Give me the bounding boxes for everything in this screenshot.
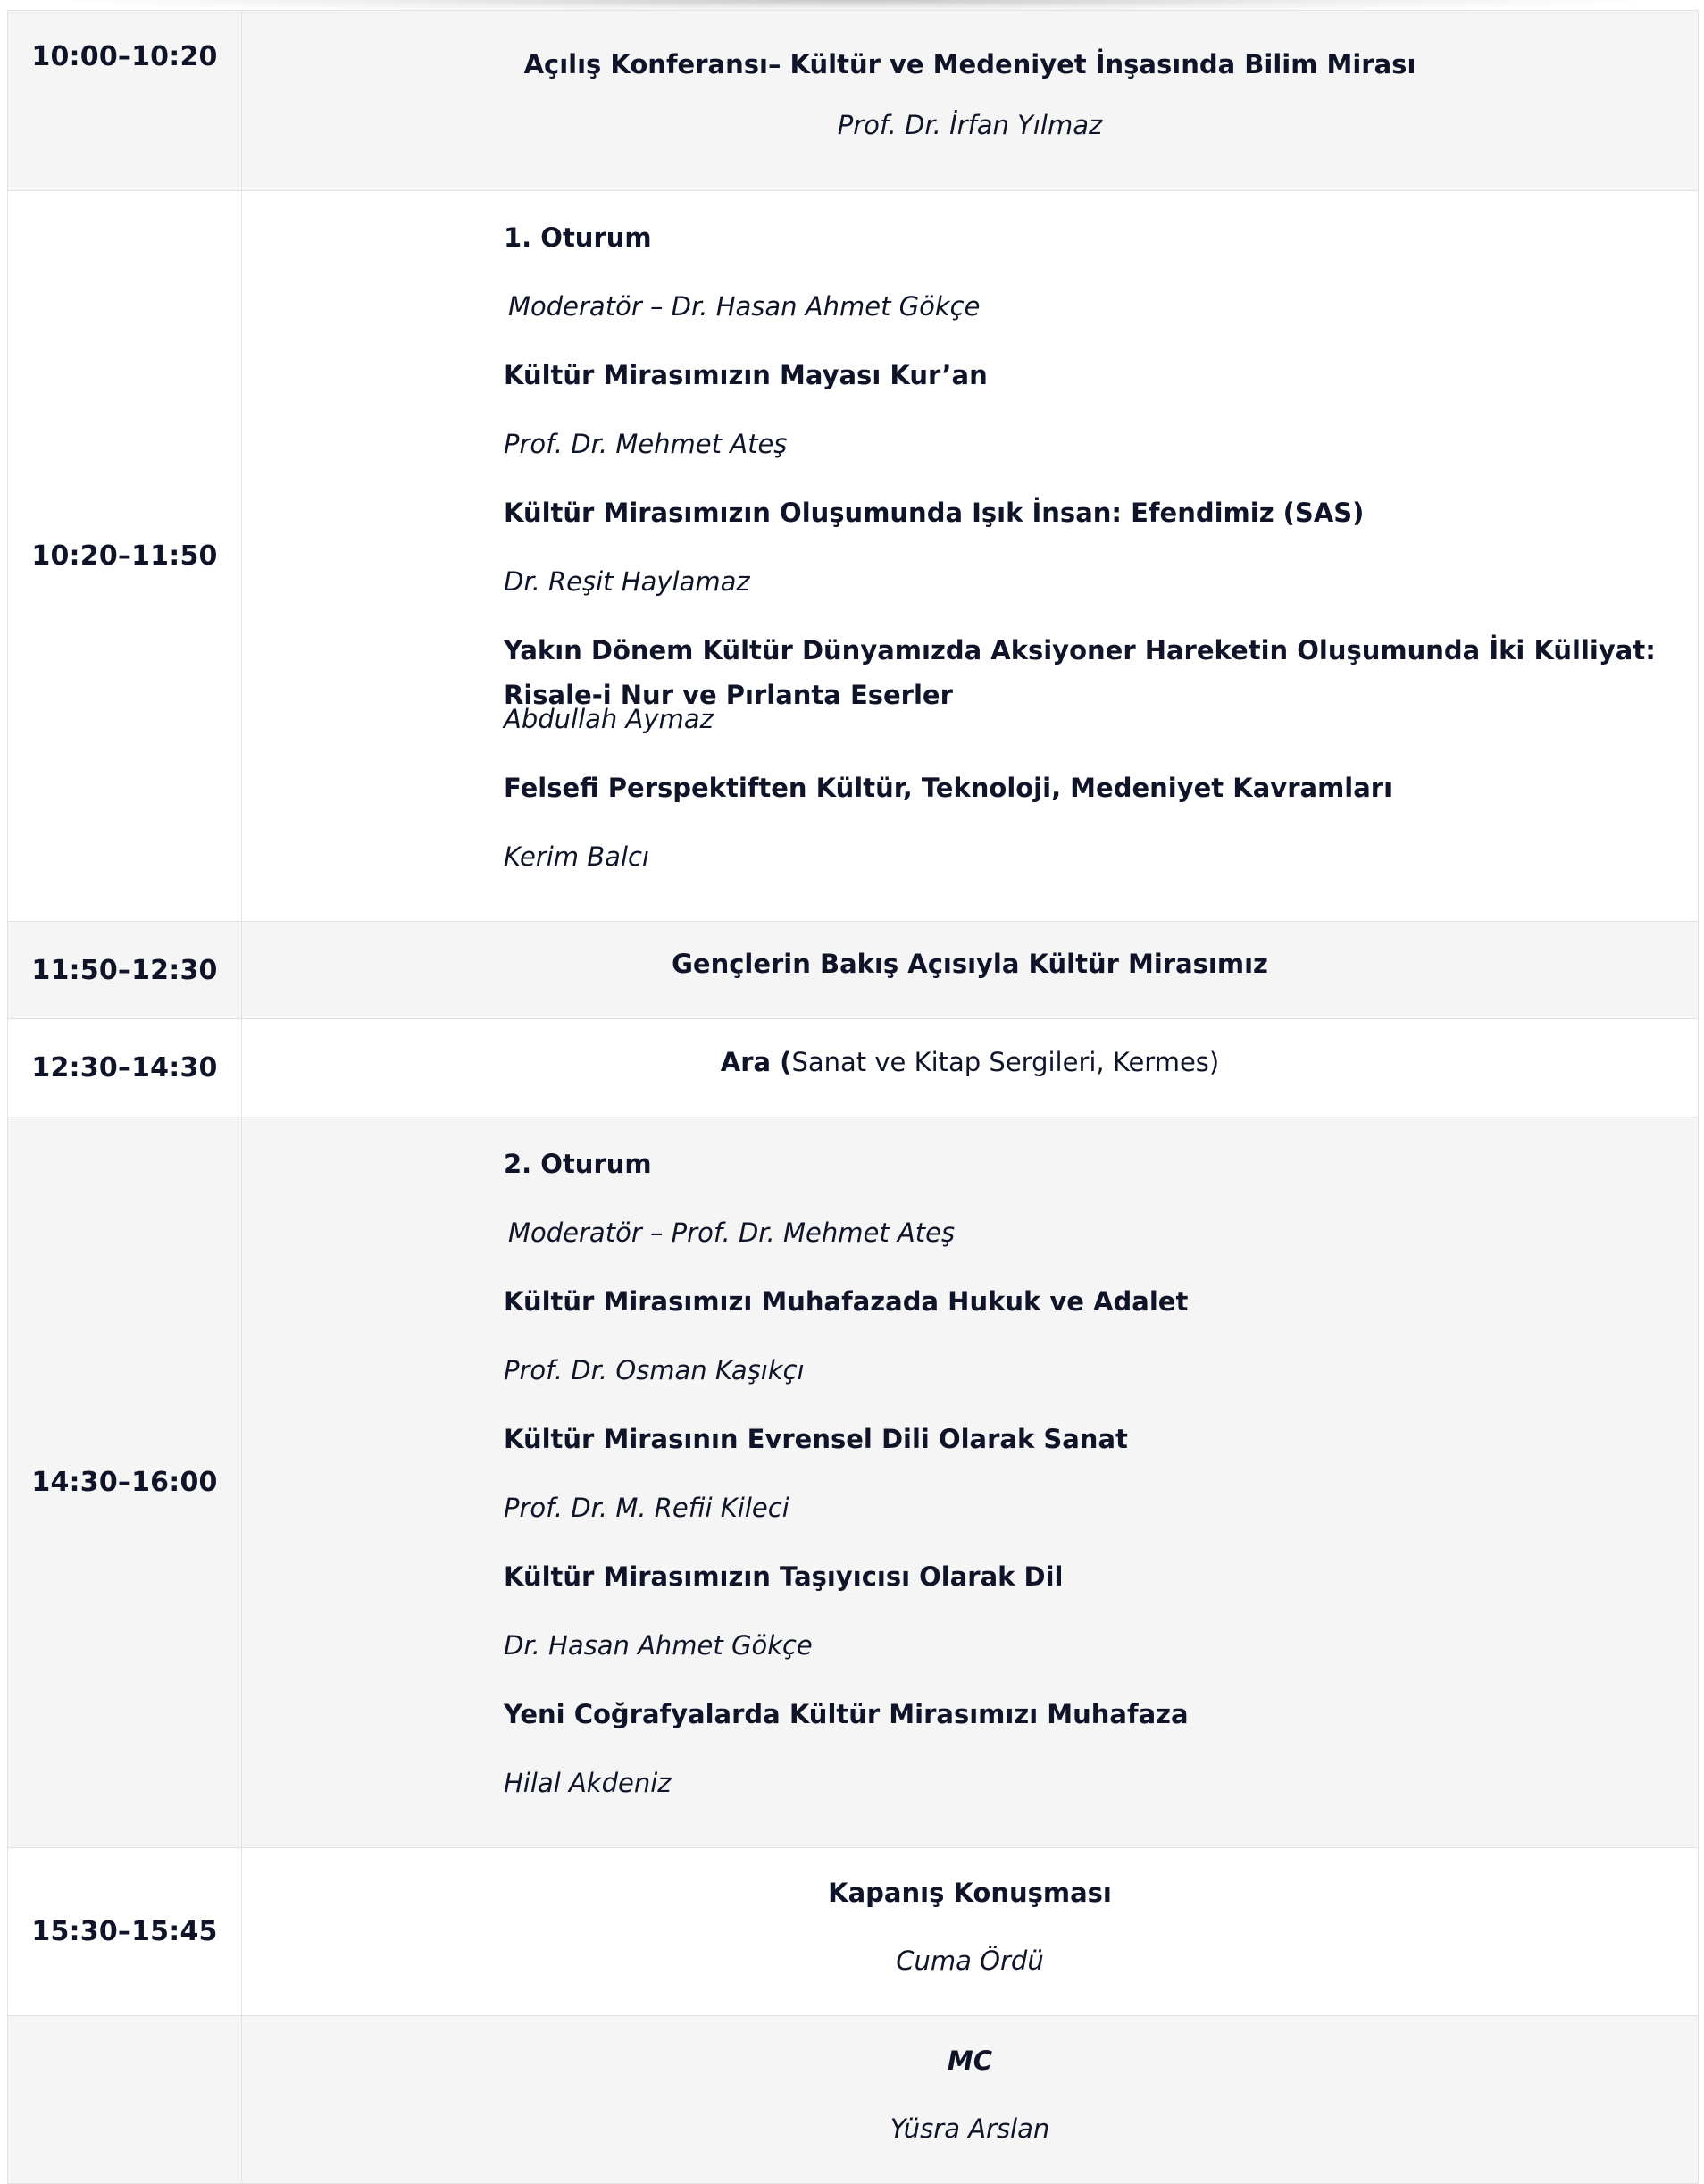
mc-title: MC — [947, 2046, 993, 2076]
talk-speaker: Prof. Dr. M. Refii Kileci — [504, 1493, 789, 1523]
talk-speaker: Abdullah Aymaz — [504, 704, 714, 734]
talk-speaker: Hilal Akdeniz — [504, 1768, 672, 1798]
talk-title: Yeni Coğrafyalarda Kültür Mirasımızı Muhafaza — [504, 1699, 1189, 1729]
opening-title: Açılış Konferansı– Kültür ve Medeniyet İnşasında Bilim Mirası — [523, 49, 1416, 79]
time-label: 14:30–16:00 — [31, 1467, 218, 1498]
talk-speaker: Prof. Dr. Mehmet Ateş — [504, 429, 788, 459]
time-label: 10:20–11:50 — [31, 540, 218, 572]
time-cell — [8, 1117, 242, 1848]
talk-title: Kültür Mirasımızın Oluşumunda Işık İnsan: Efendimiz (SAS) — [504, 498, 1365, 528]
content-cell — [242, 11, 1699, 191]
session-moderator: Moderatör – Prof. Dr. Mehmet Ateş — [508, 1218, 956, 1248]
closing-speaker: Cuma Ördü — [896, 1946, 1044, 1976]
talk-title: Yakın Dönem Kültür Dünyamızda Aksiyoner Hareketin Oluşumunda İki Külliyat: Risale-i Nur ve Pırlanta Eserler — [504, 635, 1656, 710]
time-cell — [8, 2016, 242, 2184]
closing-title: Kapanış Konuşması — [828, 1878, 1112, 1908]
schedule-row-opening — [8, 11, 1699, 191]
session-moderator: Moderatör – Dr. Hasan Ahmet Gökçe — [508, 291, 981, 322]
content-cell — [242, 1019, 1699, 1117]
schedule-row-session-1 — [8, 191, 1699, 922]
break-line — [242, 1044, 1698, 1080]
break-details: Sanat ve Kitap Sergileri, Kermes) — [791, 1047, 1220, 1077]
talk-speaker: Kerim Balcı — [504, 841, 649, 872]
talk-speaker: Dr. Reşit Haylamaz — [504, 566, 750, 597]
time-label: 12:30–14:30 — [31, 1052, 218, 1084]
talk-speaker: Prof. Dr. Osman Kaşıkçı — [504, 1355, 805, 1385]
content-cell — [242, 1117, 1699, 1848]
content-cell — [242, 191, 1699, 922]
time-label: 15:30–15:45 — [31, 1916, 218, 1947]
schedule-row-mc — [8, 2016, 1699, 2184]
mc-name: Yüsra Arslan — [890, 2113, 1050, 2144]
youth-title: Gençlerin Bakış Açısıyla Kültür Mirasımız — [672, 949, 1268, 979]
schedule-row-youth — [8, 922, 1699, 1019]
talk-title: Kültür Mirasımızı Muhafazada Hukuk ve Adalet — [504, 1286, 1189, 1317]
talk-speaker: Dr. Hasan Ahmet Gökçe — [504, 1630, 813, 1661]
talk-title: Felsefi Perspektiften Kültür, Teknoloji, Medeniyet Kavramları — [504, 773, 1393, 803]
schedule-row-break — [8, 1019, 1699, 1117]
time-label: 10:00–10:20 — [31, 41, 218, 72]
content-cell — [242, 2016, 1699, 2184]
talk-title: Kültür Mirasımızın Taşıyıcısı Olarak Dil — [504, 1561, 1064, 1592]
session-1-block — [242, 191, 1698, 921]
talk-title: Kültür Mirasının Evrensel Dili Olarak Sanat — [504, 1424, 1128, 1454]
time-label: 11:50–12:30 — [31, 954, 218, 986]
session-title: 2. Oturum — [504, 1149, 652, 1179]
program-schedule-table — [7, 10, 1699, 2184]
time-cell — [8, 1848, 242, 2016]
content-cell — [242, 1848, 1699, 2016]
break-title: Ara ( — [720, 1047, 792, 1077]
time-cell — [8, 1019, 242, 1117]
session-2-block — [242, 1117, 1698, 1847]
session-title: 1. Oturum — [504, 222, 652, 253]
schedule-row-session-2 — [8, 1117, 1699, 1848]
time-cell — [8, 922, 242, 1019]
talk-title: Kültür Mirasımızın Mayası Kur’an — [504, 360, 988, 390]
time-cell — [8, 191, 242, 922]
content-cell — [242, 922, 1699, 1019]
opening-speaker: Prof. Dr. İrfan Yılmaz — [837, 110, 1103, 140]
time-cell — [8, 11, 242, 191]
schedule-row-closing — [8, 1848, 1699, 2016]
